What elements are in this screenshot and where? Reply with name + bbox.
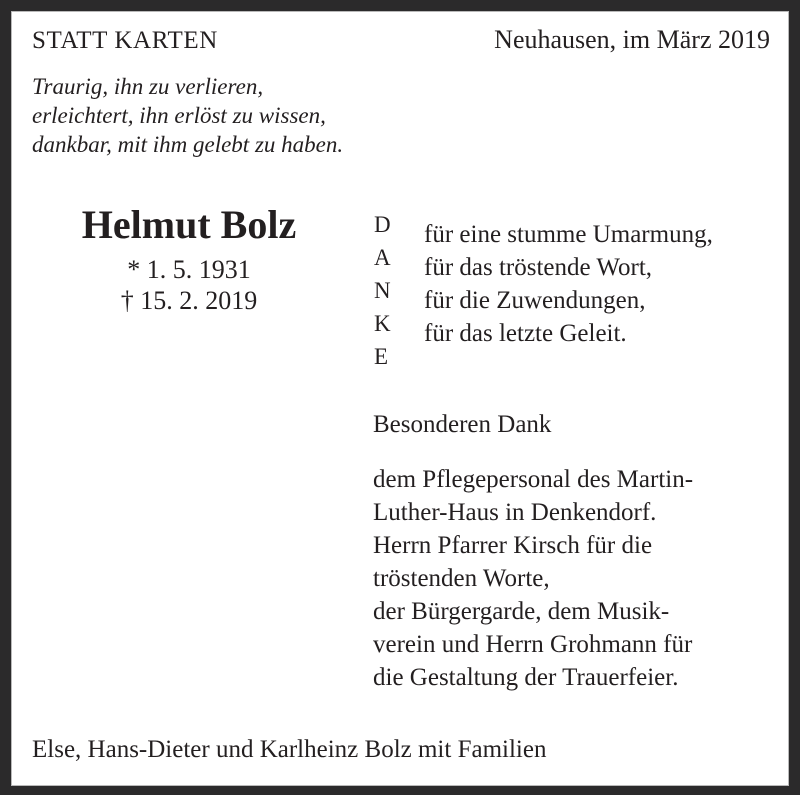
special-thanks-heading: Besonderen Dank — [373, 411, 552, 438]
place-and-date: Neuhausen, im März 2019 — [494, 25, 770, 54]
danke-letter: K — [374, 311, 391, 336]
danke-reason-line: für eine stumme Umarmung, — [424, 221, 713, 248]
notice-header — [12, 12, 788, 58]
danke-letter: D — [374, 212, 391, 237]
danke-letter: A — [374, 245, 391, 270]
deceased-name: Helmut Bolz — [81, 202, 297, 247]
notice-sheet — [12, 12, 788, 783]
memorial-verse — [32, 72, 452, 159]
danke-reasons-list — [424, 218, 788, 350]
special-thanks-block — [373, 408, 773, 694]
danke-vertical-word — [374, 208, 408, 373]
danke-reason-line: für die Zuwendungen, — [424, 287, 646, 314]
verse-line: dankbar, mit ihm gelebt zu haben. — [32, 132, 344, 157]
birth-date: * 1. 5. 1931 — [127, 255, 251, 284]
special-thanks-line: der Bürgergarde, dem Musik- — [373, 598, 670, 625]
statt-karten-label: STATT KARTEN — [32, 27, 218, 54]
verse-line: erleichtert, ihn erlöst zu wissen, — [32, 103, 326, 128]
danke-letter: N — [374, 278, 391, 303]
deceased-block — [24, 202, 354, 316]
special-thanks-line: die Gestaltung der Trauerfeier. — [373, 664, 679, 691]
special-thanks-line: dem Pflegepersonal des Martin- — [373, 466, 694, 493]
special-thanks-body — [373, 463, 773, 694]
life-dates — [24, 254, 354, 316]
special-thanks-line: Luther-Haus in Denkendorf. — [373, 499, 657, 526]
danke-reason-line: für das tröstende Wort, — [424, 254, 653, 281]
special-thanks-line: verein und Herrn Grohmann für — [373, 631, 693, 658]
special-thanks-line: Herrn Pfarrer Kirsch für die — [373, 532, 653, 559]
verse-line: Traurig, ihn zu verlieren, — [32, 74, 264, 99]
special-thanks-line: tröstenden Worte, — [373, 565, 550, 592]
survivors-line: Else, Hans-Dieter und Karlheinz Bolz mit Familien — [32, 736, 547, 763]
danke-reason-line: für das letzte Geleit. — [424, 320, 627, 347]
death-date: † 15. 2. 2019 — [120, 286, 258, 315]
danke-letter: E — [374, 344, 389, 369]
